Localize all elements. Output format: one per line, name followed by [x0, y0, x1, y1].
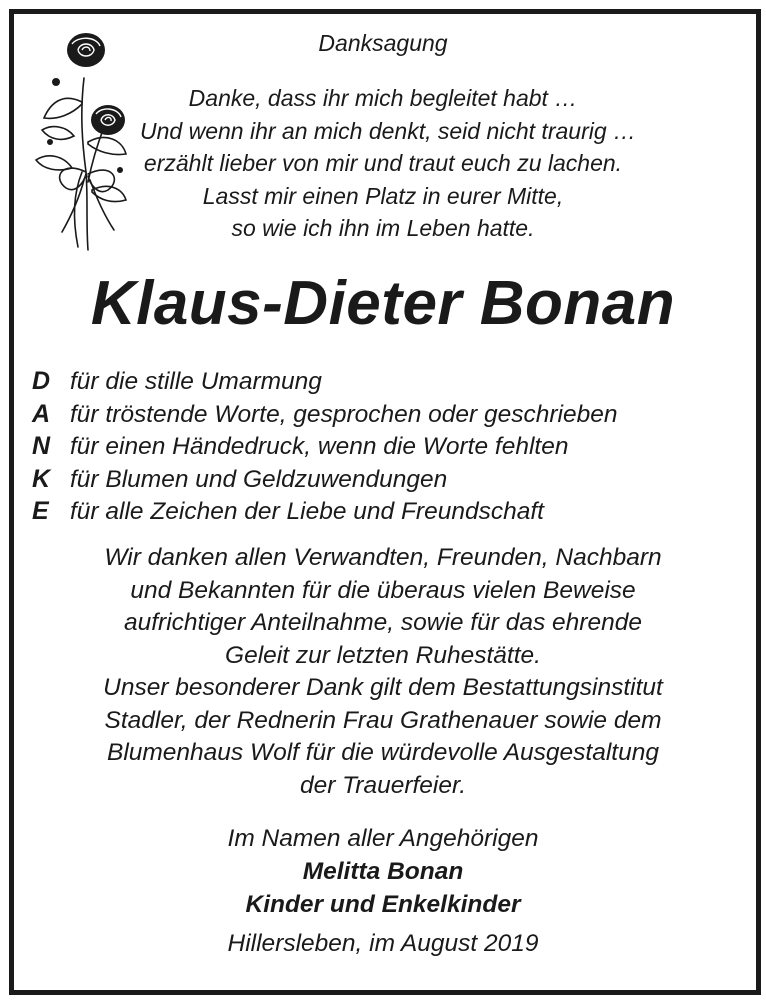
acrostic-text: für einen Händedruck, wenn die Worte fehlten [70, 433, 569, 460]
acrostic-letter: A [32, 399, 51, 428]
acrostic-letter: K [32, 464, 51, 493]
deceased-name: Klaus-Dieter Bonan [90, 269, 676, 338]
acrostic-text: für Blumen und Geldzuwendungen [70, 465, 448, 493]
poem [140, 82, 637, 245]
acrostic-text: für tröstende Worte, gesprochen oder geschrieben [70, 400, 618, 428]
signature-name: Melitta Bonan [302, 858, 464, 885]
acrostic-letter: E [32, 497, 49, 525]
poem-line: so wie ich ihn im Leben hatte. [231, 215, 535, 241]
acrostic-text: für alle Zeichen der Liebe und Freundschaft [70, 498, 544, 525]
poem-line: Und wenn ihr an mich denkt, seid nicht traurig … [140, 117, 637, 144]
danke-acrostic [32, 367, 752, 530]
poem-line: Lasst mir einen Platz in eurer Mitte, [202, 182, 564, 209]
thanks-line: der Trauerfeier. [299, 771, 467, 799]
acrostic-letter: N [32, 432, 51, 460]
poem-line: Danke, dass ihr mich begleitet habt … [188, 85, 578, 111]
danke-row [32, 465, 752, 498]
acrostic-text: für die stille Umarmung [70, 368, 322, 395]
signature-family: Kinder und Enkelkinder [245, 891, 521, 918]
thanks-line: Wir danken allen Verwandten, Freunden, Nachbarn [104, 544, 662, 571]
thanks-paragraph [0, 542, 766, 802]
poem-line: erzählt lieber von mir und traut euch zu lachen. [143, 150, 623, 176]
rose-icon [22, 22, 134, 258]
danke-row [32, 367, 752, 400]
thanks-line: und Bekannten für die überaus vielen Beweise [130, 576, 636, 604]
thanks-line: Blumenhaus Wolf für die würdevolle Ausgestaltung [106, 739, 659, 766]
signature-block [0, 822, 766, 921]
notice-heading: Danksagung [318, 30, 448, 56]
thanks-line: aufrichtiger Anteilnahme, sowie für das ehrende [124, 609, 642, 636]
thanks-line: Geleit zur letzten Ruhestätte. [225, 641, 541, 669]
thanks-line: Unser besonderer Dank gilt dem Bestattungsinstitut [103, 674, 663, 701]
danke-row [32, 400, 752, 433]
acrostic-letter: D [32, 367, 51, 395]
danke-row [32, 432, 752, 465]
place-date: Hillersleben, im August 2019 [227, 930, 539, 957]
thanks-line: Stadler, der Rednerin Frau Grathenauer sowie dem [104, 706, 662, 734]
signature-intro: Im Namen aller Angehörigen [227, 825, 539, 852]
danke-row [32, 497, 752, 530]
